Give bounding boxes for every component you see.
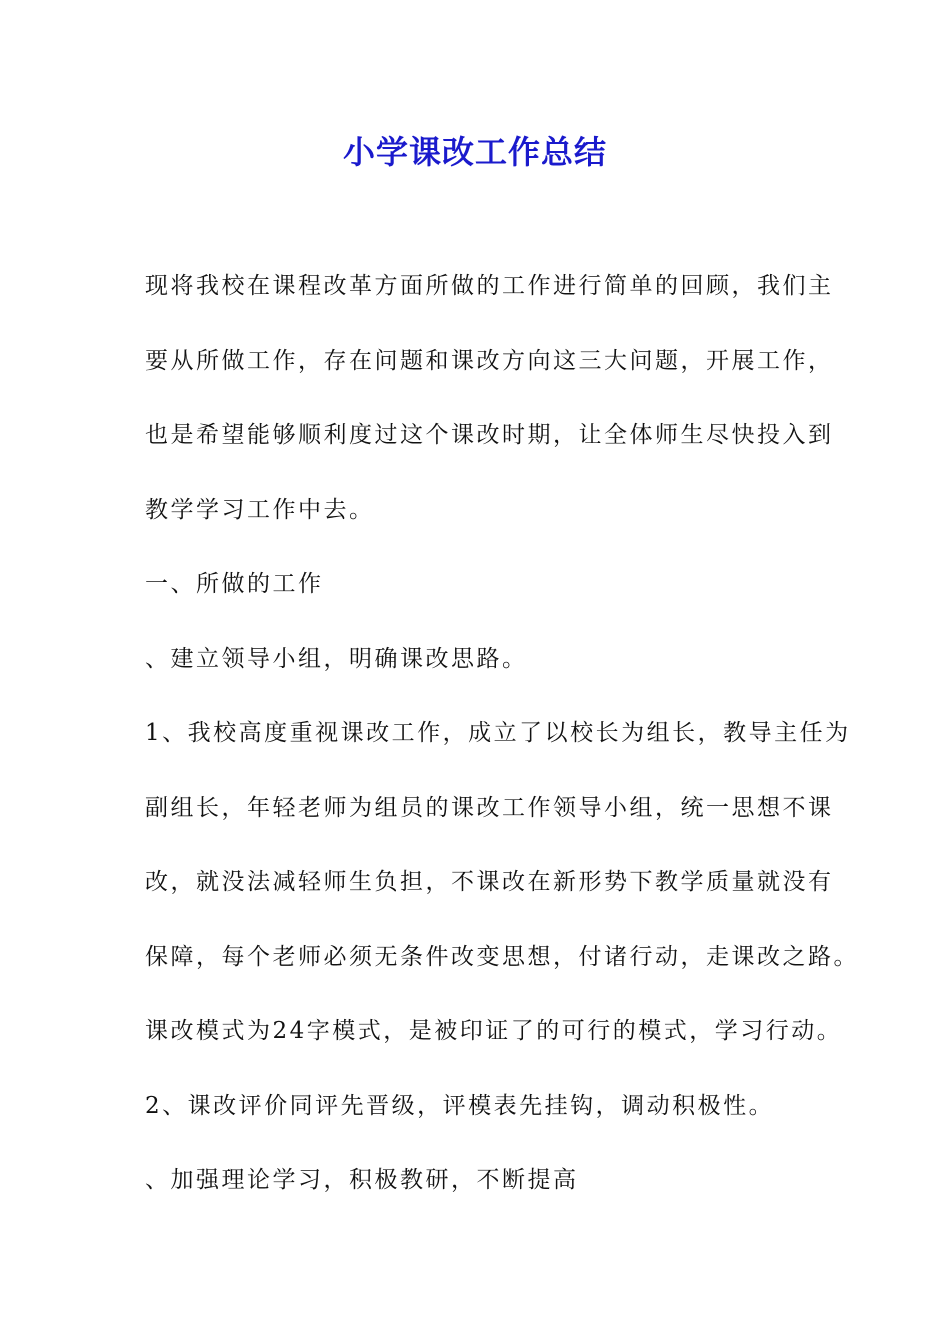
paragraph-line: 保障，每个老师必须无条件改变思想，付诸行动，走课改之路。 — [145, 943, 859, 970]
paragraph-line: 要从所做工作，存在问题和课改方向这三大问题，开展工作， — [145, 347, 834, 374]
paragraph-line: 副组长，年轻老师为组员的课改工作领导小组，统一思想不课 — [145, 794, 834, 821]
paragraph-line: 2、课改评价同评先晋级，评模表先挂钩，调动积极性。 — [145, 1092, 775, 1119]
paragraph-line: 改，就没法减轻师生负担，不课改在新形势下教学质量就没有 — [145, 869, 834, 895]
document-title: 小学课改工作总结 — [342, 133, 607, 171]
paragraph-line: 也是希望能够顺利度过这个课改时期，让全体师生尽快投入到 — [145, 422, 834, 448]
section-heading: 一、所做的工作 — [145, 571, 324, 597]
paragraph-line: 1、我校高度重视课改工作，成立了以校长为组长，教导主任为 — [145, 720, 851, 746]
paragraph-line: 课改模式为24字模式，是被印证了的可行的模式，学习行动。 — [145, 1018, 843, 1044]
paragraph-line: 现将我校在课程改革方面所做的工作进行简单的回顾，我们主 — [145, 273, 834, 299]
document-body — [145, 262, 859, 1231]
subsection-heading: 、建立领导小组，明确课改思路。 — [145, 645, 528, 672]
subsection-heading: 、加强理论学习，积极教研，不断提高 — [145, 1167, 579, 1193]
paragraph-line: 教学学习工作中去。 — [145, 496, 375, 523]
